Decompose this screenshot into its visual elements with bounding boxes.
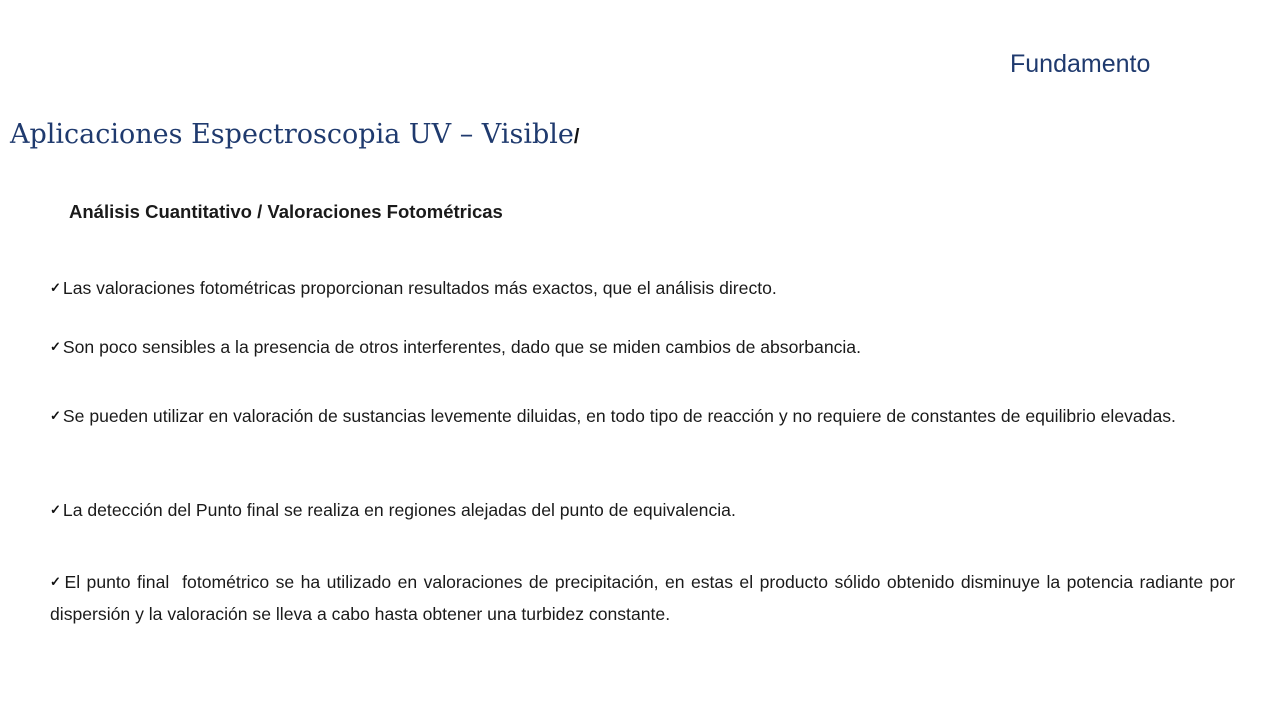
slide-title-suffix: /: [573, 126, 580, 148]
bullet-text: La detección del Punto final se realiza en regiones alejadas del punto de equivalencia.: [62, 500, 736, 520]
bullet-item: [50, 331, 861, 363]
bullet-text: El punto final fotométrico se ha utilizado en valoraciones de precipitación, en estas el producto sólido obtenido disminuye la potencia radiante por dispersión y la valoración se lleva a cabo hasta obtener una turbidez constante.: [50, 572, 1240, 624]
bullet-item: [50, 566, 1240, 630]
slide-title: [10, 119, 579, 150]
bullet-text: Las valoraciones fotométricas proporcionan resultados más exactos, que el análisis directo.: [62, 278, 777, 298]
bullet-text: Son poco sensibles a la presencia de otros interferentes, dado que se miden cambios de absorbancia.: [62, 337, 861, 357]
bullet-text: Se pueden utilizar en valoración de sustancias levemente diluidas, en todo tipo de reacción y no requiere de constantes de equilibrio elevadas.: [62, 406, 1176, 426]
section-label: Fundamento: [1010, 50, 1151, 78]
checkmark-icon: ✓: [50, 574, 63, 589]
checkmark-icon: ✓: [50, 408, 61, 423]
bullet-item: [50, 272, 777, 304]
bullet-item: [50, 400, 1203, 432]
bullet-item: [50, 494, 736, 526]
checkmark-icon: ✓: [50, 280, 61, 295]
slide-subtitle: Análisis Cuantitativo / Valoraciones Fotométricas: [69, 201, 503, 222]
checkmark-icon: ✓: [50, 339, 61, 354]
checkmark-icon: ✓: [50, 502, 61, 517]
slide-title-text: Aplicaciones Espectroscopia UV – Visible: [10, 119, 574, 150]
